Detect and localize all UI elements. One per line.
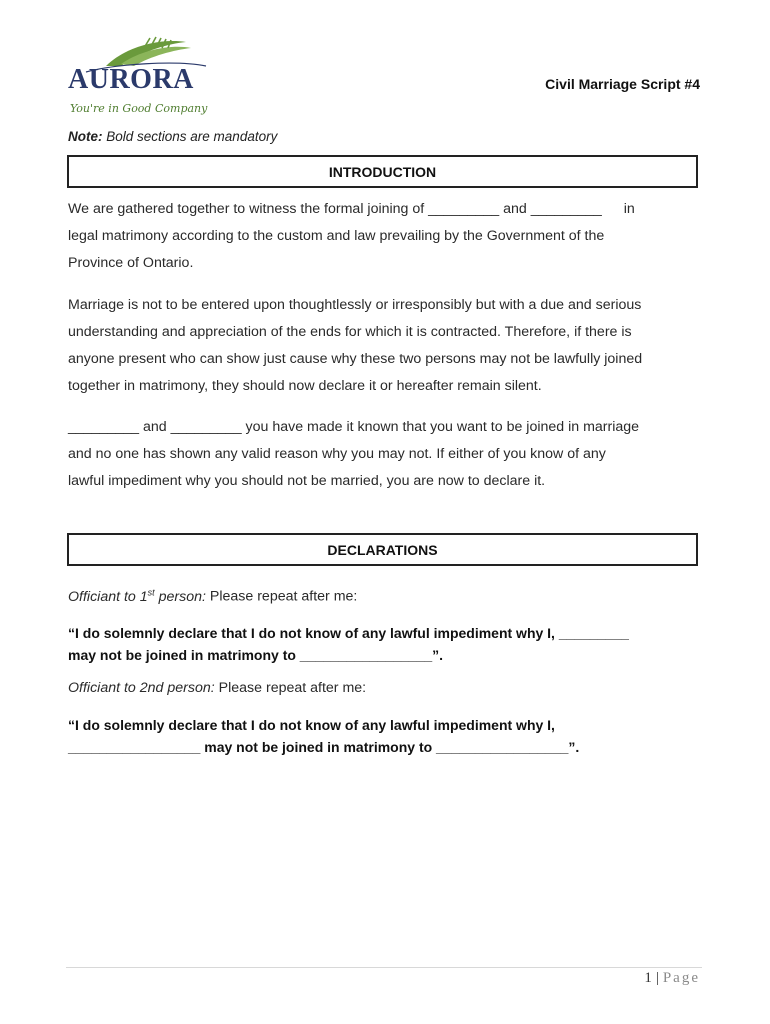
section-header-introduction: INTRODUCTION [67, 155, 698, 188]
instruction-text: Please repeat after me: [205, 588, 358, 605]
logo-tagline: You're in Good Company [70, 102, 208, 115]
aurora-logo [66, 36, 226, 120]
officiant-label-first [68, 589, 206, 605]
officiant-label-part: person: [154, 588, 206, 605]
note [68, 129, 277, 144]
page-label: Page [662, 970, 700, 986]
vow-line: “I do solemnly declare that I do not know of any lawful impediment why I, _________ [68, 625, 629, 641]
officiant-instruction-first [68, 587, 357, 605]
text-line: understanding and appreciation of the ends for which it is contracted. Therefore, if there is [68, 324, 632, 340]
officiant-instruction-second [68, 680, 366, 696]
intro-paragraph-2 [68, 292, 708, 400]
text-line: in [623, 201, 635, 217]
text-line [68, 196, 708, 223]
logo-wordmark: AURORA [68, 64, 194, 95]
page-footer [644, 970, 700, 987]
vow-line: _________________ may not be joined in matrimony to _________________”. [68, 739, 580, 755]
text-line: legal matrimony according to the custom and law prevailing by the Government of the [68, 228, 605, 244]
text-line: _________ and _________ you have made it known that you want to be joined in marriage [68, 419, 640, 435]
page-separator: | [655, 970, 659, 986]
intro-paragraph-1 [68, 196, 708, 277]
page-number: 1 [644, 970, 652, 986]
instruction-text: Please repeat after me: [214, 680, 367, 696]
note-text: Bold sections are mandatory [102, 129, 278, 144]
text-line: and no one has shown any valid reason why you may not. If either of you know of any [68, 446, 606, 462]
text-line: together in matrimony, they should now declare it or hereafter remain silent. [68, 378, 542, 394]
aurora-logo-graphic [66, 36, 226, 120]
text-line: We are gathered together to witness the formal joining of _________ and _________ [68, 201, 602, 217]
section-header-declarations: DECLARATIONS [67, 533, 698, 566]
note-label: Note: [68, 129, 103, 144]
text-line: lawful impediment why you should not be married, you are now to declare it. [68, 473, 546, 489]
officiant-label-part: Officiant to 1 [68, 588, 148, 605]
vow-line: “I do solemnly declare that I do not know of any lawful impediment why I, [68, 717, 555, 733]
vow-first-person [68, 622, 708, 666]
footer-divider [66, 967, 702, 968]
document-title: Civil Marriage Script #4 [545, 76, 700, 92]
vow-line: may not be joined in matrimony to _________________”. [68, 647, 444, 663]
officiant-label-second: Officiant to 2nd person: [68, 680, 215, 696]
text-line: anyone present who can show just cause why these two persons may not be lawfully joined [68, 351, 643, 367]
ordinal-suffix: st [147, 587, 155, 597]
intro-paragraph-3 [68, 414, 708, 495]
vow-second-person [68, 714, 708, 758]
text-line: Marriage is not to be entered upon thoughtlessly or irresponsibly but with a due and serious [68, 297, 642, 313]
text-line: Province of Ontario. [68, 255, 194, 271]
